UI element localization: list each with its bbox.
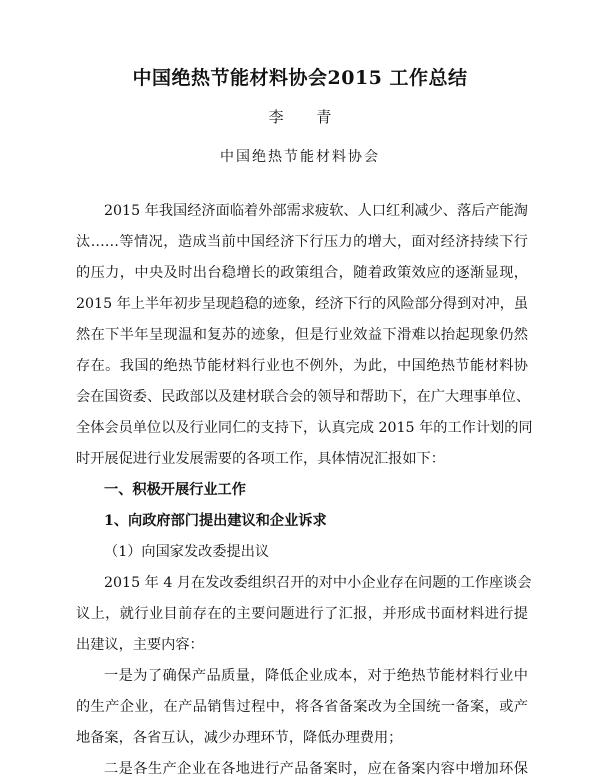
document-title: 中国绝热节能材料协会2015 工作总结 [132, 67, 468, 89]
paragraph-line: 的生产企业，在产品销售过程中，将各省备案改为全国统一备案，或产 [76, 699, 528, 715]
paragraph-line: 会在国资委、民政部以及建材联合会的领导和帮助下，在广大理事单位、 [76, 389, 531, 405]
organization-name: 中国绝热节能材料协会 [220, 149, 380, 165]
paragraph-line: 存在。我国的绝热节能材料行业也不例外，为此，中国绝热节能材料协 [76, 358, 528, 374]
paragraph-line: 2015 年 4 月在发改委组织召开的对中小企业存在问题的工作座谈会 [104, 575, 532, 591]
author-name: 李 青 [268, 108, 346, 126]
paragraph-line: 的压力，中央及时出台稳增长的政策组合，随着政策效应的逐渐显现， [76, 265, 528, 281]
item-heading: （1）向国家发改委提出议 [104, 544, 270, 560]
paragraph-line: 二是各生产企业在各地进行产品备案时，应在备案内容中增加环保 [104, 761, 528, 777]
paragraph-line: 出建议，主要内容： [76, 637, 204, 653]
paragraph-line: 议上，就行业目前存在的主要问题进行了汇报，并形成书面材料进行提 [76, 606, 528, 622]
paragraph-line: 2015 年上半年初步呈现趋稳的迹象，经济下行的风险部分得到对冲，虽 [76, 296, 529, 312]
paragraph-line: 然在下半年呈现温和复苏的迹象，但是行业效益下滑难以抬起现象仍然 [76, 327, 528, 343]
paragraph-line: 地备案，各省互认，减少办理环节，降低办理费用； [76, 730, 403, 746]
paragraph-line: 全体会员单位以及行业同仁的支持下，认真完成 2015 年的工作计划的同 [76, 420, 533, 436]
section-heading: 一、积极开展行业工作 [104, 482, 246, 498]
paragraph-line: 2015 年我国经济面临着外部需求疲软、人口红利减少、落后产能淘 [104, 203, 528, 219]
paragraph-line: 时开展促进行业发展需要的各项工作，具体情况汇报如下： [76, 451, 445, 467]
paragraph-line: 一是为了确保产品质量，降低企业成本，对于绝热节能材料行业中 [104, 668, 528, 684]
paragraph-line: 汰……等情况，造成当前中国经济下行压力的增大，面对经济持续下行 [76, 234, 528, 250]
subsection-heading: 1、向政府部门提出建议和企业诉求 [104, 513, 327, 529]
